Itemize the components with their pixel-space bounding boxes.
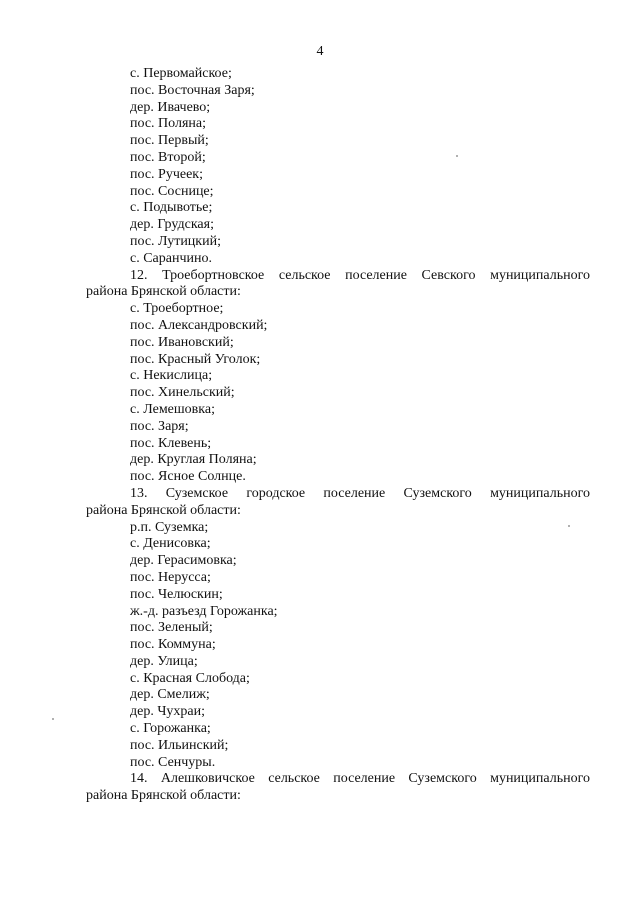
section-heading-first-line: 13. Суземское городское поселение Суземского муниципального — [130, 485, 590, 501]
settlement-item: пос. Ивановский; — [130, 334, 234, 350]
settlement-item: пос. Зеленый; — [130, 620, 213, 636]
section-heading-continuation: района Брянской области: — [86, 502, 241, 518]
page-number: 4 — [316, 44, 324, 59]
settlement-item: пос. Коммуна; — [130, 637, 216, 653]
settlement-item: р.п. Суземка; — [130, 519, 209, 535]
settlement-item: с. Лемешовка; — [130, 401, 215, 417]
settlement-item: пос. Ручеек; — [130, 166, 204, 182]
settlement-item: пос. Александровский; — [130, 317, 268, 333]
settlement-item: пос. Клевень; — [130, 435, 212, 451]
scan-speck — [52, 718, 54, 720]
settlement-item: пос. Красный Уголок; — [130, 351, 261, 367]
settlement-item: пос. Поляна; — [130, 116, 207, 132]
settlement-item: дер. Смелиж; — [130, 687, 210, 703]
settlement-item: дер. Улица; — [130, 653, 198, 669]
settlement-item: пос. Ясное Солнце. — [130, 469, 246, 485]
settlement-item: дер. Грудская; — [130, 217, 214, 233]
settlement-item: с. Денисовка; — [130, 536, 211, 552]
settlement-item: пос. Челюскин; — [130, 586, 223, 602]
settlement-item: пос. Ильинский; — [130, 737, 229, 753]
settlement-item: с. Подывотье; — [130, 200, 213, 216]
scan-speck — [456, 155, 458, 157]
section-heading — [86, 268, 590, 302]
section-heading — [86, 771, 590, 805]
settlement-item: пос. Второй; — [130, 149, 206, 165]
settlement-item: с. Красная Слобода; — [130, 670, 250, 686]
settlement-item: пос. Лутицкий; — [130, 233, 221, 249]
section-heading — [86, 486, 590, 520]
section-heading-first-line: 14. Алешковичское сельское поселение Суземского муниципального — [130, 771, 590, 787]
settlement-item: дер. Ивачево; — [130, 99, 211, 115]
settlement-item: с. Некислица; — [130, 368, 213, 384]
settlement-item: дер. Герасимовка; — [130, 553, 237, 569]
settlement-item: дер. Чухраи; — [130, 704, 206, 720]
settlement-item: пос. Соснице; — [130, 183, 214, 199]
settlement-item: ж.-д. разъезд Горожанка; — [130, 603, 278, 619]
document-body — [86, 66, 590, 805]
scan-speck — [568, 525, 570, 527]
settlement-item: пос. Сенчуры. — [130, 754, 216, 770]
section-heading-continuation: района Брянской области: — [86, 788, 241, 804]
settlement-item: дер. Круглая Поляна; — [130, 452, 257, 468]
section-heading-first-line: 12. Троебортновское сельское поселение Севского муниципального — [130, 267, 590, 283]
settlement-item: с. Троебортное; — [130, 301, 224, 317]
settlement-item: с. Горожанка; — [130, 721, 211, 737]
settlement-item: пос. Хинельский; — [130, 385, 235, 401]
settlement-item: пос. Нерусса; — [130, 569, 211, 585]
section-heading-continuation: района Брянской области: — [86, 284, 241, 300]
settlement-item: пос. Восточная Заря; — [130, 82, 255, 98]
settlement-item: с. Первомайское; — [130, 66, 232, 81]
settlement-item: с. Саранчино. — [130, 250, 212, 266]
settlement-item: пос. Заря; — [130, 418, 189, 434]
settlement-item: пос. Первый; — [130, 133, 209, 149]
